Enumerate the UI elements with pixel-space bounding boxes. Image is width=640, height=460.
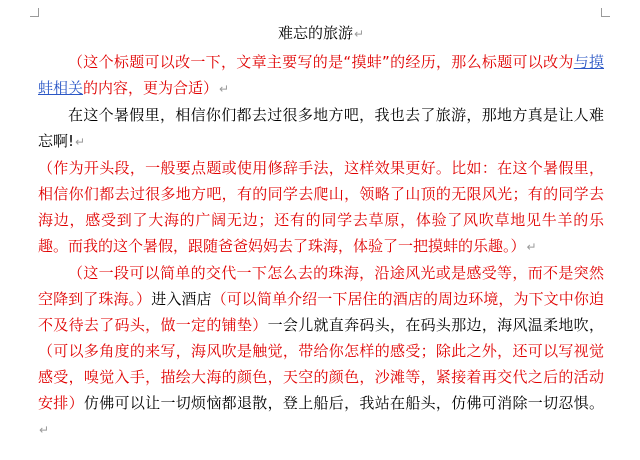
document-title: [38, 20, 604, 47]
comment-hotel-surroundings: （可以简单介绍一下居住的酒店的周边环境，为下文中你迫不及待去了码头，做一定的铺垫）: [38, 290, 604, 334]
page-corner-mark-left: [30, 8, 39, 17]
paragraph-mark-icon: ↵: [75, 135, 86, 149]
opening-text: 在这个暑假里，相信你们都去过很多地方吧，我也去了旅游，那地方真是让人难忘啊!: [38, 106, 604, 150]
paragraph-mark-icon: ↵: [39, 423, 50, 437]
opening-comment-text: （作为开头段，一般要点题或使用修辞手法，这样效果更好。比如：在这个暑假里，相信你们都去过很多地方吧，有的同学去爬山，领略了山顶的无限风光；有的同学去海边，感受到了大海的广阔无边；还有的同学去草原，体验了风吹草地见牛羊的乐趣。而我的这个暑假，跟随爸爸妈妈去了珠海，体验了一把摸蚌的乐趣。）: [38, 159, 604, 255]
boat-text: 仿佛可以让一切烦恼都退散，登上船后，我站在船头，仿佛可消除一切忍惧。: [83, 394, 604, 412]
comment-text-a: （这个标题可以改一下，文章主要写的是“摸蚌”的经历，那么标题可以改为: [68, 53, 574, 71]
comment-sensory-detail: （可以多角度的来写，海风吹是触觉，带给你怎样的感受；除此之外，还可以写视觉感受，嗅觉入手，描绘大海的颜色，天空的颜色，沙滩等，紧接着再交代之后的活动安排）: [38, 342, 604, 412]
dock-text: 一会儿就直奔码头，在码头那边，海风温柔地吹，: [267, 316, 604, 334]
page-corner-mark-right: [601, 8, 610, 17]
underlined-phrase: 与摸蚌相关: [38, 53, 604, 97]
body-paragraph-travel: [38, 260, 604, 443]
comment-travel-route: （这一段可以简单的交代一下怎么去的珠海，沿途风光或是感受等，而不是突然空降到了珠海。）: [38, 264, 604, 308]
comment-paragraph-opening: [38, 155, 604, 260]
paragraph-mark-icon: ↵: [353, 27, 365, 41]
paragraph-mark-icon: ↵: [219, 82, 230, 96]
paragraph-mark-icon: ↵: [526, 240, 537, 254]
comment-paragraph-title: [38, 49, 604, 102]
body-paragraph-opening: [38, 102, 604, 155]
comment-text-b: 的内容，更为合适）: [83, 79, 219, 97]
document-body[interactable]: [38, 20, 604, 443]
title-text: 难忘的旅游: [277, 24, 353, 42]
hotel-text: 进入酒店: [151, 290, 212, 308]
